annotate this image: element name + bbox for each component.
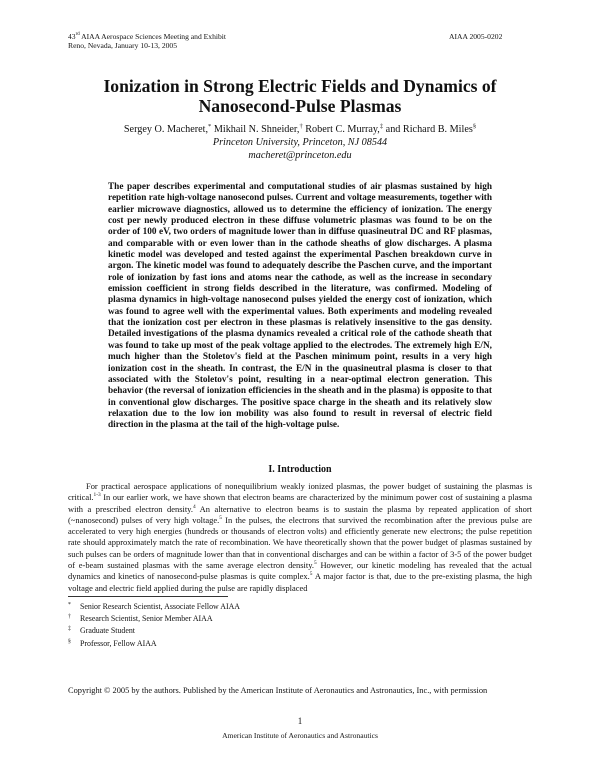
footnote-mark: ‡	[68, 626, 71, 633]
intro-text: An alternative to electron beams is to sustain the plasma by repeated application of short (~nanosecond) pulses of very high voltage.	[68, 503, 532, 525]
abstract: The paper describes experimental and computational studies of air plasmas sustained by high repetition rate high-voltage nanosecond pulses. Current and voltage measurements, together with earlier microwave diagnostics, allowed us to determine the efficiency of ionization. The energy cost per newly produced electron in these diffuse volumetric plasmas was found to be on the order of 100 eV, two orders of magnitude lower than in diffuse quasineutral DC and RF plasmas, and comparable with or even lower than in the cathode sheaths of glow discharges. A plasma kinetic model was developed and tested against the experimental Paschen breakdown curve in argon. The kinetic model was found to adequately describe the Paschen curve, and the important role of ionization by fast ions and atoms near the cathode, as well as the increase in secondary emission coefficient in strong fields described in the literature, was confirmed. Modeling of plasma dynamics in high-voltage nanosecond pulses yielded the energy cost of ionization, which was found to agree well with the experimental values. Both experiments and modeling revealed that the ionization cost per electron in these plasmas is relatively insensitive to the gas density. Detailed investigations of the plasma dynamics revealed a critical role of the cathode sheath that was found to take up most of the peak voltage applied to the electrodes. The extremely high E/N, much higher than the Stoletov's field at the Paschen minimum point, results in a very high ionization cost in the sheath. In contrast, the E/N in the quasineutral plasma is closer to that associated with the Stoletov's point, resulting in a near-optimal electron generation. This behavior (the reversal of ionization efficiencies in the sheath and in the plasma) is opposite to that in conventional glow discharges. The positive space charge in the sheath and its relatively slow relaxation due to the low ion mobility was also found to result in reversal of electric field direction in the plasma at the tail of the high-voltage pulse.	[108, 182, 492, 431]
paper-title-line-1: Ionization in Strong Electric Fields and Dynamics of	[103, 76, 497, 96]
footnote-text: Graduate Student	[80, 626, 135, 636]
footnote	[68, 600, 240, 612]
footnote-mark: *	[68, 602, 71, 608]
conference-name	[68, 32, 226, 41]
footnote-text: Senior Research Scientist, Associate Fellow AIAA	[80, 602, 240, 611]
intro-text: For practical aerospace applications of nonequilibrium weakly ionized plasmas, the power budget of sustaining the plasmas is critical.	[68, 481, 532, 503]
author-name: Robert C. Murray,	[305, 124, 380, 135]
author-name: and Richard B. Miles	[385, 124, 473, 135]
footnotes	[68, 600, 240, 649]
intro-text: However, our kinetic modeling has revealed that the actual dynamics and kinetics of nanosecond-pulse plasmas is quite complex.	[68, 560, 532, 582]
conference-header	[68, 32, 226, 50]
footnote-divider	[68, 596, 228, 597]
author-mark: ‡	[379, 123, 384, 130]
author-mark: †	[299, 123, 303, 130]
paper-number: AIAA 2005-0202	[449, 32, 503, 41]
citation: 1-3	[93, 492, 101, 499]
affiliation	[60, 136, 540, 162]
intro-text: A major factor is that, due to the pre-existing plasma, the high voltage and electric field applied during the pulse are rapidly displaced	[68, 571, 533, 593]
footnote-mark: †	[68, 614, 71, 621]
introduction-paragraph	[68, 481, 532, 594]
conference-name-text: AIAA Aerospace Sciences Meeting and Exhibit	[81, 32, 227, 41]
paper-title	[60, 76, 540, 116]
copyright-notice: Copyright © 2005 by the authors. Published by the American Institute of Aeronautics and Astronautics, Inc., with permission	[68, 686, 488, 695]
affiliation-email: macheret@princeton.edu	[248, 150, 352, 161]
footnote	[68, 637, 240, 649]
citation: 4	[192, 503, 196, 510]
author-mark: *	[208, 123, 212, 130]
citation: 5	[309, 571, 313, 578]
conference-ordinal: 43rd	[68, 32, 80, 41]
footnote-text: Professor, Fellow AIAA	[80, 638, 157, 648]
citation: 5	[314, 560, 317, 567]
footnote	[68, 612, 240, 624]
introduction-body	[68, 481, 532, 594]
section-heading: I. Introduction	[268, 464, 332, 475]
footer-organization: American Institute of Aeronautics and Astronautics	[222, 731, 378, 740]
footnote	[68, 624, 240, 636]
page-number: 1	[297, 716, 303, 726]
author-name: Sergey O. Macheret,	[123, 124, 209, 135]
citation: 5	[219, 514, 222, 521]
author-mark: §	[472, 123, 477, 130]
author-list	[60, 123, 540, 136]
paper-title-line-2: Nanosecond-Pulse Plasmas	[198, 96, 402, 116]
conference-location: Reno, Nevada, January 10-13, 2005	[68, 41, 178, 50]
footnote-mark: §	[68, 638, 71, 645]
author-name: Mikhail N. Shneider,	[213, 124, 300, 135]
affiliation-institution: Princeton University, Princeton, NJ 08544	[212, 137, 388, 148]
intro-text: In the pulses, the electrons that survived the recombination after the previous pulse are accelerated to very high energies (hundreds or thousands of electron volts) and efficiently generate new electrons; the pulse repetition rate should approximately match the rate of recombination. We have theoretically shown that the power budget of plasmas sustained by such pulses can be orders of magnitude lower than that in conventional discharges and can be within a factor of 3-5 of the power budget of e-beam sustained plasmas with the same average electron density.	[68, 514, 533, 571]
intro-text: In our earlier work, we have shown that electron beams are characterized by the minimum power cost of sustaining a plasma with a prescribed electron density.	[68, 492, 532, 514]
footnote-text: Research Scientist, Senior Member AIAA	[80, 614, 213, 624]
